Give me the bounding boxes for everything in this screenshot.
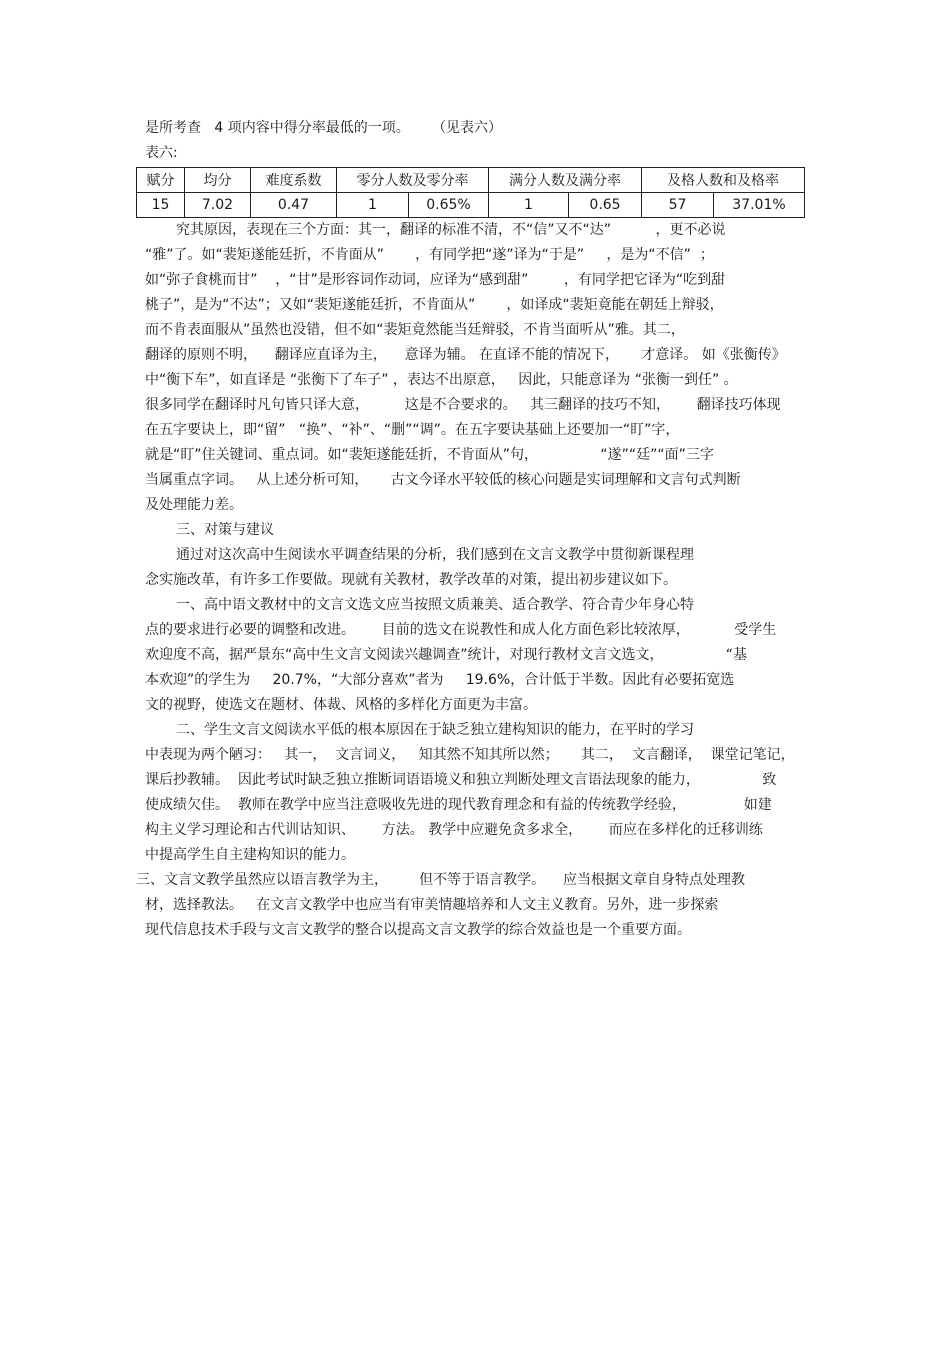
table-row — [137, 193, 805, 218]
header-cell: 零分人数及零分率 — [337, 168, 489, 193]
paragraph-line: 及处理能力差。 — [145, 497, 243, 513]
paragraph-line: 而不肯表面服从”虽然也没错，但不如“裴矩竟然能当廷辩驳，不肯当面听从”雅。其二， — [145, 322, 685, 338]
table-cell: 0.65 — [569, 193, 642, 218]
table-cell: 37.01% — [714, 193, 805, 218]
table-cell: 1 — [337, 193, 409, 218]
paragraph-line: 本欢迎”的学生为 20.7%，“大部分喜欢”者为 19.6%，合计低于半数。因此有必要拓宽选 — [145, 672, 735, 688]
paragraph-line: 点的要求进行必要的调整和改进。 目前的选文在说教性和成人化方面色彩比较浓厚， 受学生 — [145, 622, 777, 638]
paragraph-line: 念实施改革，有许多工作要做。现就有关教材，教学改革的对策，提出初步建议如下。 — [145, 572, 677, 588]
paragraph-line: 使成绩欠佳。 教师在教学中应当注意吸收先进的现代教育理念和有益的传统教学经验， 如建 — [145, 797, 772, 813]
header-cell: 均分 — [185, 168, 251, 193]
table-cell: 0.65% — [409, 193, 489, 218]
section-heading: 三、对策与建议 — [176, 522, 274, 538]
paragraph-line: 中表现为两个陋习： 其一， 文言词义， 知其然不知其所以然； 其二， 文言翻译， 课堂记笔记， — [145, 747, 795, 763]
paragraph-line: 当属重点字词。 从上述分析可知， 古文今译水平较低的核心问题是实词理解和文言句式判断 — [145, 472, 741, 488]
paragraph-line: 二、学生文言文阅读水平低的根本原因在于缺乏独立建构知识的能力，在平时的学习 — [176, 722, 694, 738]
paragraph-line: 在五字要诀上，即“留” “换”、“补”、“删”“调”。在五字要诀基础上还要加一“盯”字， — [145, 422, 680, 438]
table-cell: 57 — [642, 193, 714, 218]
header-cell: 赋分 — [137, 168, 185, 193]
score-table — [136, 167, 805, 218]
paragraph-line: 通过对这次高中生阅读水平调查结果的分析，我们感到在文言文教学中贯彻新课程理 — [176, 547, 694, 563]
paragraph-line: “雅”了。如“裴矩遂能廷折，不肯面从” ，有同学把“遂”译为“于是” ，是为“不信” ； — [145, 247, 714, 263]
table-cell: 15 — [137, 193, 185, 218]
table-cell: 7.02 — [185, 193, 251, 218]
table-cell: 0.47 — [251, 193, 337, 218]
paragraph-line: 欢迎度不高，据严景东“高中生文言文阅读兴趣调查”统计，对现行教材文言文选文， “基 — [145, 647, 748, 663]
paragraph-line: 三、文言文教学虽然应以语言教学为主， 但不等于语言教学。 应当根据文章自身特点处理教 — [136, 872, 745, 888]
paragraph-line: 桃子”，是为“不达”；又如“裴矩遂能廷折，不肯面从” ，如译成“裴矩竟能在朝廷上辩驳， — [145, 297, 724, 313]
paragraph-line: 中提高学生自主建构知识的能力。 — [145, 847, 355, 863]
paragraph-line: 就是“盯”住关键词、重点词。如“裴矩遂能廷折，不肯面从”句， “遂”“廷”“面”三字 — [145, 447, 714, 463]
table-header-row — [137, 168, 805, 193]
header-cell: 及格人数和及格率 — [642, 168, 805, 193]
paragraph-line: 材，选择教法。 在文言文教学中也应当有审美情趣培养和人文主义教育。另外，进一步探索 — [145, 897, 719, 913]
paragraph-line: 如“弥子食桃而甘” ，“甘”是形容词作动词，应译为“感到甜” ，有同学把它译为“吃到甜 — [145, 272, 726, 288]
table-title: 表六: — [145, 145, 178, 161]
paragraph-line: 构主义学习理论和古代训诂知识、 方法。 教学中应避免贪多求全， 而应在多样化的迁移训练 — [145, 822, 763, 838]
paragraph-line: 现代信息技术手段与文言文教学的整合以提高文言文教学的综合效益也是一个重要方面。 — [145, 922, 691, 938]
intro-line: 是所考查 4 项内容中得分率最低的一项。 （见表六） — [145, 120, 502, 136]
paragraph-line: 究其原因，表现在三个方面：其一，翻译的标准不清，不“信”又不“达” ，更不必说 — [176, 222, 726, 238]
paragraph-line: 很多同学在翻译时凡句皆只译大意， 这是不合要求的。 其三翻译的技巧不知， 翻译技巧体现 — [145, 397, 781, 413]
paragraph-line: 文的视野，使选文在题材、体裁、风格的多样化方面更为丰富。 — [145, 697, 537, 713]
paragraph-line: 一、高中语文教材中的文言文选文应当按照文质兼美、适合教学、符合青少年身心特 — [176, 597, 694, 613]
paragraph-line: 课后抄教辅。 因此考试时缺乏独立推断词语语境义和独立判断处理文言语法现象的能力， 致 — [145, 772, 777, 788]
paragraph-line: 翻译的原则不明， 翻译应直译为主， 意译为辅。 在直译不能的情况下， 才意译。 如《张衡传》 — [145, 347, 786, 363]
header-cell: 难度系数 — [251, 168, 337, 193]
header-cell: 满分人数及满分率 — [489, 168, 642, 193]
paragraph-line: 中“衡下车”，如直译是 “张衡下了车子” ，表达不出原意， 因此，只能意译为 “张衡一到任” 。 — [145, 372, 738, 388]
table-cell: 1 — [489, 193, 569, 218]
